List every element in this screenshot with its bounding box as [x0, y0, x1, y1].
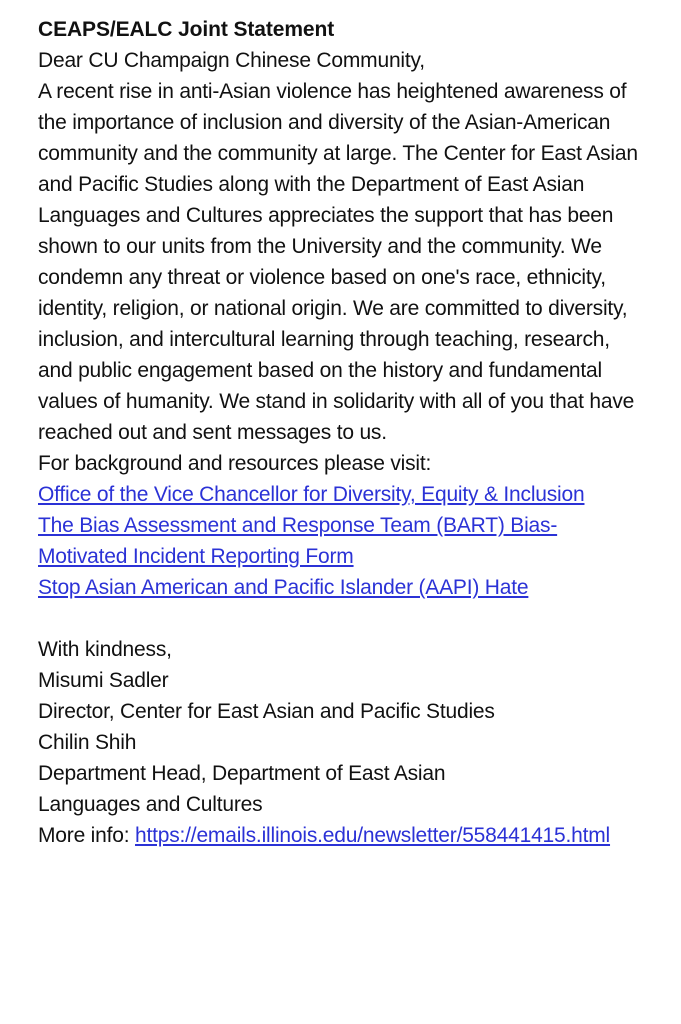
resource-link-list	[38, 479, 641, 603]
resources-lead-line: For background and resources please visit:	[38, 452, 432, 475]
signature-title-department-head-line-1: Department Head, Department of East Asian	[38, 762, 446, 785]
signature-title-director: Director, Center for East Asian and Pacific Studies	[38, 700, 495, 723]
vertical-spacer	[38, 603, 641, 634]
link-diversity-equity-inclusion[interactable]: Office of the Vice Chancellor for Diversity, Equity & Inclusion	[38, 483, 585, 506]
list-item	[38, 510, 641, 572]
salutation-line: Dear CU Champaign Chinese Community,	[38, 49, 425, 72]
signature-block	[38, 634, 641, 820]
statement-body-paragraph: A recent rise in anti-Asian violence has heightened awareness of the importance of inclusion and diversity of the Asian-American community and the community at large. The Center for East Asian and Pacific Studies along with the Department of East Asian Languages and Cultures appreciates the support that has been shown to our units from the University and the community. We condemn any threat or violence based on one's race, ethnicity, identity, religion, or national origin. We are committed to diversity, inclusion, and intercultural learning through teaching, research, and public engagement based on the history and fundamental values of humanity. We stand in solidarity with all of you that have reached out and sent messages to us.	[38, 80, 638, 444]
signature-title-department-head-line-2: Languages and Cultures	[38, 793, 263, 816]
list-item	[38, 479, 641, 510]
more-info-label: More info:	[38, 824, 136, 847]
signature-name-chilin-shih: Chilin Shih	[38, 731, 137, 754]
page-title: CEAPS/EALC Joint Statement	[38, 18, 335, 41]
more-info-line	[38, 820, 641, 851]
list-item	[38, 572, 641, 603]
signature-name-misumi-sadler: Misumi Sadler	[38, 669, 169, 692]
link-stop-aapi-hate[interactable]: Stop Asian American and Pacific Islander (AAPI) Hate	[38, 576, 529, 599]
link-newsletter-url[interactable]: https://emails.illinois.edu/newsletter/558441415.html	[135, 824, 611, 847]
link-bias-reporting-form[interactable]: The Bias Assessment and Response Team (BART) Bias-Motivated Incident Reporting Form	[38, 514, 558, 568]
signature-closing: With kindness,	[38, 638, 172, 661]
